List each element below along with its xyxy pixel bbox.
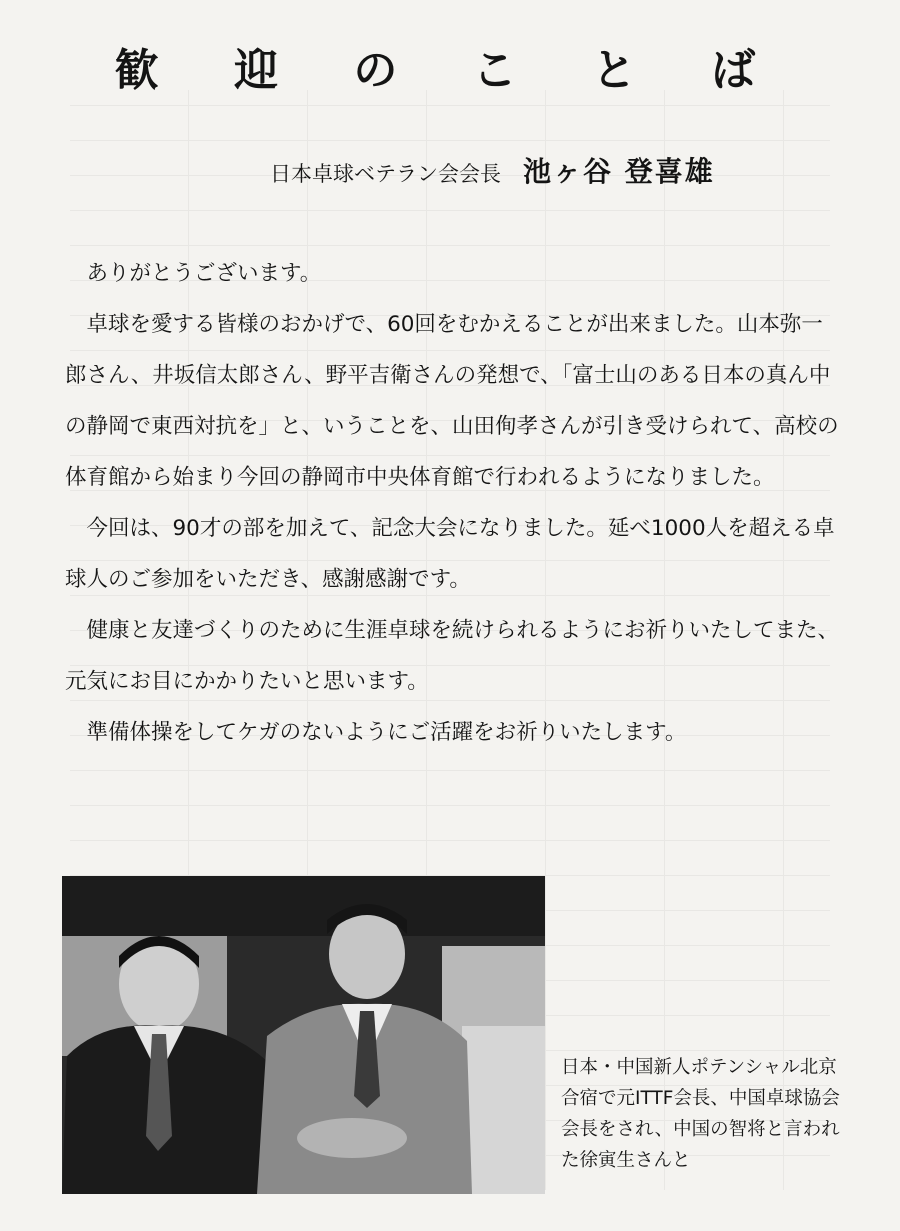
author-line bbox=[270, 150, 830, 190]
photo-two-men-seated bbox=[62, 876, 545, 1194]
paragraph-health: 健康と友達づくりのために生涯卓球を続けられるようにお祈りいたしてまた、元気にお目にかかりたいと思います。 bbox=[65, 618, 840, 694]
author-organization: 日本卓球ベテラン会会長 bbox=[270, 162, 501, 186]
page-title: 歓 迎 の こ と ば bbox=[114, 45, 786, 96]
paragraph-closing: 準備体操をしてケガのないようにご活躍をお祈りいたします。 bbox=[86, 720, 687, 745]
author-name: 池ヶ谷 登喜雄 bbox=[523, 155, 715, 188]
paragraph-anniversary: 今回は、90才の部を加えて、記念大会になりました。延べ1000人を超える卓球人のご参加をいただき、感謝感謝です。 bbox=[65, 516, 835, 592]
photo-caption: 日本・中国新人ポテンシャル北京合宿で元ITTF会長、中国卓球協会会長をされ、中国の智将と言われた徐寅生さんと bbox=[561, 1057, 840, 1171]
photo-illustration bbox=[62, 876, 545, 1194]
paragraph-history: 卓球を愛する皆様のおかげで、60回をむかえることが出来ました。山本弥一郎さん、井坂信太郎さん、野平吉衛さんの発想で、「富士山のある日本の真ん中の静岡で東西対抗を」と、いうことを、山田侚孝さんが引き受けられて、高校の体育館から始まり今回の静岡市中央体育館で行われるようになりました。 bbox=[65, 312, 839, 490]
paragraph-greeting: ありがとうございます。 bbox=[86, 261, 322, 286]
welcome-message-body bbox=[65, 248, 840, 758]
